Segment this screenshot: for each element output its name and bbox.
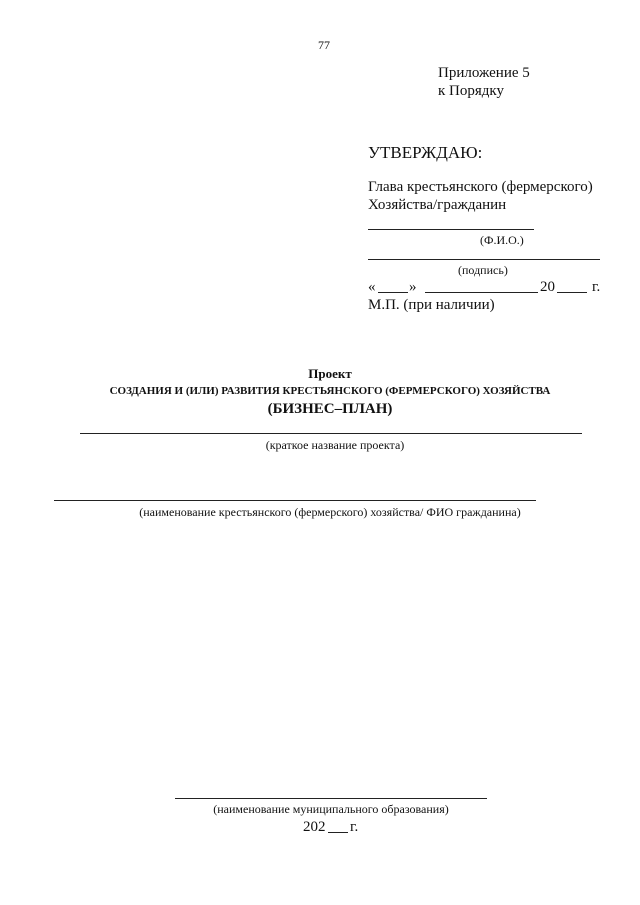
project-subtitle: СОЗДАНИЯ И (ИЛИ) РАЗВИТИЯ КРЕСТЬЯНСКОГО (ФЕРМЕРСКОГО) ХОЗЯЙСТВА bbox=[109, 385, 551, 397]
approval-title-line-1: Глава крестьянского (фермерского) bbox=[368, 179, 593, 195]
date-close-quote: » bbox=[409, 279, 417, 295]
footer-year-prefix: 202 bbox=[303, 819, 326, 835]
approval-title-line-2: Хозяйства/гражданин bbox=[368, 197, 507, 213]
date-month-line bbox=[425, 292, 538, 293]
date-year-prefix: 20 bbox=[540, 279, 555, 295]
stamp-note: М.П. (при наличии) bbox=[368, 297, 495, 313]
appendix-line-1: Приложение 5 bbox=[438, 65, 530, 81]
fio-caption: (Ф.И.О.) bbox=[480, 233, 524, 247]
short-name-line bbox=[80, 433, 582, 434]
municipality-line bbox=[175, 798, 487, 799]
farm-name-caption: (наименование крестьянского (фермерского) хозяйства/ ФИО гражданина) bbox=[139, 505, 521, 519]
project-title: Проект bbox=[308, 366, 352, 381]
short-name-caption: (краткое название проекта) bbox=[265, 438, 405, 452]
appendix-line-2: к Порядку bbox=[438, 83, 504, 99]
date-open-quote: « bbox=[368, 279, 376, 295]
date-year-line bbox=[557, 292, 587, 293]
municipality-caption: (наименование муниципального образования) bbox=[213, 802, 449, 816]
page-number: 77 bbox=[318, 38, 330, 52]
approval-heading: УТВЕРЖДАЮ: bbox=[368, 143, 483, 162]
business-plan-label: (БИЗНЕС–ПЛАН) bbox=[267, 401, 393, 417]
fio-line bbox=[368, 229, 534, 230]
date-day-line bbox=[378, 292, 408, 293]
farm-name-line bbox=[54, 500, 536, 501]
signature-caption: (подпись) bbox=[458, 263, 508, 277]
footer-year-suffix: г. bbox=[350, 819, 359, 835]
footer-year-line bbox=[328, 832, 348, 833]
date-year-suffix: г. bbox=[592, 279, 601, 295]
signature-line bbox=[368, 259, 600, 260]
